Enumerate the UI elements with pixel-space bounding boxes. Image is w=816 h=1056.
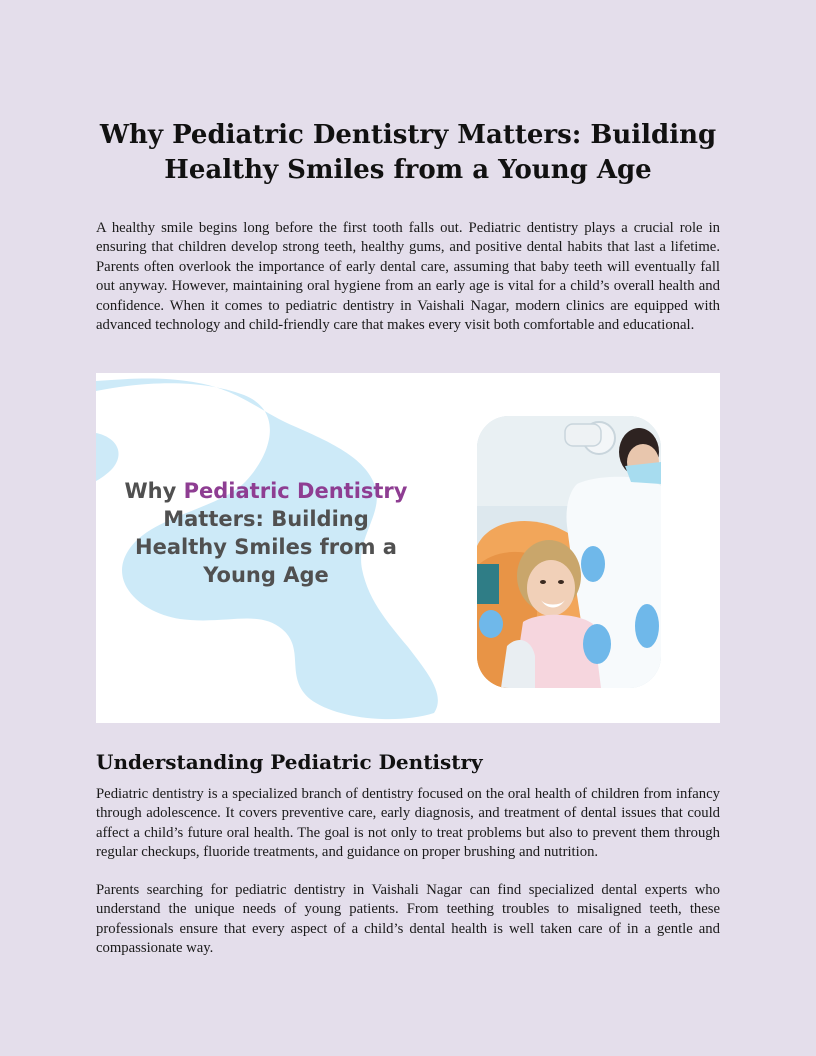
- page-title: Why Pediatric Dentistry Matters: Building Healthy Smiles from a Young Age: [99, 120, 717, 185]
- section-heading: Understanding Pediatric Dentistry: [96, 750, 483, 774]
- section-paragraph: Parents searching for pediatric dentistry in Vaishali Nagar can find specialized dental experts who understand the unique needs of young patients. From teething troubles to misaligned teeth, these professionals ensure that every aspect of a child’s dental health is well taken care of in a gentle and compassionate way.: [96, 882, 720, 957]
- intro-paragraph: A healthy smile begins long before the first tooth falls out. Pediatric dentistry plays a crucial role in ensuring that children develop strong teeth, healthy gums, and positive dental habits that last a lifetime. Parents often overlook the importance of early dental care, assuming that baby teeth will eventually fall out anyway. However, maintaining oral hygiene from an early age is vital for a child’s overall health and confidence. When it comes to pediatric dentistry in Vaishali Nagar, modern clinics are equipped with advanced technology and child-friendly care that makes every visit both comfortable and educational.: [96, 220, 720, 334]
- banner-title-accent: Pediatric Dentistry: [183, 479, 408, 503]
- photo-illustration: [477, 416, 661, 688]
- banner-title: [118, 477, 414, 589]
- dentist-child-photo: [477, 416, 661, 688]
- section-paragraph: Pediatric dentistry is a specialized branch of dentistry focused on the oral health of children from infancy through adolescence. It covers preventive care, early diagnosis, and treatment of dental issues that could affect a child’s future oral health. The goal is not only to treat problems but also to prevent them through regular checkups, fluoride treatments, and guidance on proper brushing and nutrition.: [96, 786, 720, 861]
- banner-title-rest: Matters: Building Healthy Smiles from a Young Age: [135, 507, 397, 587]
- banner-title-lead: Why: [124, 479, 184, 503]
- article-banner-image: [96, 373, 720, 723]
